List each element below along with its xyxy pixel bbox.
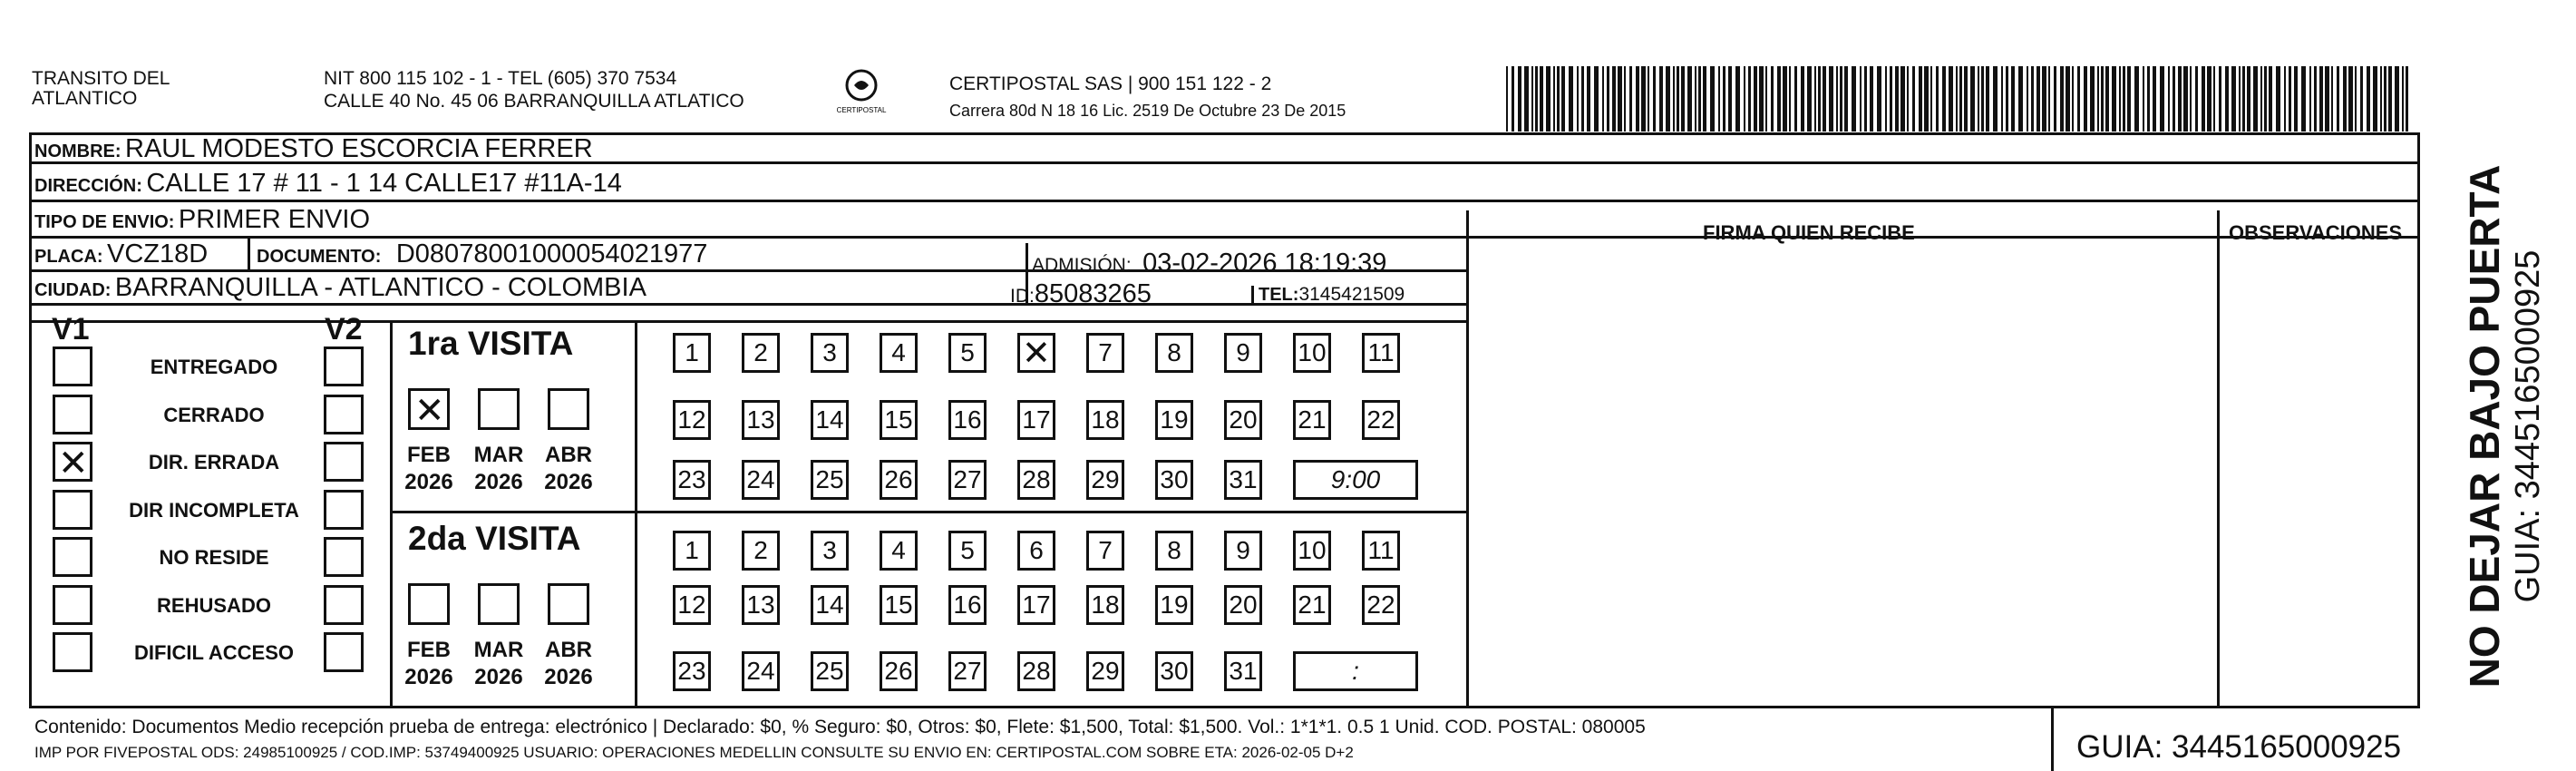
month-label: ABR xyxy=(545,443,592,467)
ciudad-label: CIUDAD: xyxy=(34,280,112,300)
visit-divider-line xyxy=(390,511,1469,513)
day-number: 29 xyxy=(1091,657,1120,685)
month-checkbox[interactable] xyxy=(408,583,450,625)
placa-value: VCZ18D xyxy=(107,239,209,268)
day-box[interactable] xyxy=(948,531,987,571)
time-box[interactable] xyxy=(1293,651,1418,691)
sender-line-1: TRANSITO DEL xyxy=(32,68,170,89)
v1-checkbox[interactable] xyxy=(53,346,92,386)
status-label: REHUSADO xyxy=(157,594,271,617)
day-box[interactable] xyxy=(1362,400,1400,440)
day-box[interactable] xyxy=(1155,651,1193,691)
day-box[interactable] xyxy=(1017,400,1055,440)
placa-field xyxy=(34,241,208,268)
id-value: 85083265 xyxy=(1034,279,1152,308)
tel-field xyxy=(1259,285,1405,304)
placa-divider xyxy=(248,236,250,269)
day-box[interactable] xyxy=(1017,333,1055,373)
no-dejar-bajo-puerta: NO DEJAR BAJO PUERTA xyxy=(2461,164,2508,688)
day-number: 4 xyxy=(891,536,906,564)
day-box[interactable] xyxy=(742,333,780,373)
day-box[interactable] xyxy=(1017,585,1055,625)
month-year: 2026 xyxy=(474,665,523,689)
day-number: 6 xyxy=(1029,536,1044,564)
day-number: 11 xyxy=(1367,338,1395,366)
day-box[interactable] xyxy=(948,585,987,625)
day-number: 19 xyxy=(1160,405,1189,434)
day-number: 23 xyxy=(677,465,706,493)
day-number: 21 xyxy=(1298,590,1327,619)
day-number: 26 xyxy=(884,657,913,685)
month-year: 2026 xyxy=(404,470,453,494)
day-number: 28 xyxy=(1022,657,1051,685)
sender-line-2: ATLANTICO xyxy=(32,88,138,109)
observaciones-label: OBSERVACIONES xyxy=(2229,221,2403,244)
nombre-field xyxy=(34,136,593,162)
day-number: 20 xyxy=(1229,405,1258,434)
day-number: 7 xyxy=(1098,338,1113,366)
tipo-envio-value: PRIMER ENVIO xyxy=(178,205,371,234)
direccion-value: CALLE 17 # 11 - 1 14 CALLE17 #11A-14 xyxy=(146,169,622,198)
documento-label: DOCUMENTO: xyxy=(257,247,382,267)
day-box[interactable] xyxy=(1086,333,1124,373)
tel-divider xyxy=(1251,286,1254,303)
direccion-field xyxy=(34,171,622,197)
day-number: 24 xyxy=(746,465,775,493)
day-box[interactable] xyxy=(1155,585,1193,625)
id-field xyxy=(1010,281,1152,307)
day-box[interactable] xyxy=(811,651,849,691)
firma-quien-recibe-label: FIRMA QUIEN RECIBE xyxy=(1703,221,1915,244)
footer-guia-divider xyxy=(2051,706,2054,771)
day-box[interactable] xyxy=(1155,400,1193,440)
visit1-title: 1ra VISITA xyxy=(408,325,574,362)
v2-checkbox[interactable] xyxy=(324,442,364,482)
month-label: FEB xyxy=(407,638,451,662)
row-line-3 xyxy=(29,236,1469,239)
day-box[interactable] xyxy=(948,400,987,440)
month-checkbox[interactable] xyxy=(478,583,520,625)
status-label: DIFICIL ACCESO xyxy=(133,641,294,664)
day-number: 30 xyxy=(1160,657,1189,685)
day-box[interactable] xyxy=(1017,460,1055,500)
row-line-2 xyxy=(29,200,2420,202)
day-number: 26 xyxy=(884,465,913,493)
day-number: 10 xyxy=(1298,338,1327,366)
documento-field xyxy=(257,241,707,268)
day-number: 11 xyxy=(1367,536,1395,564)
day-box[interactable] xyxy=(673,531,711,571)
day-box[interactable] xyxy=(811,531,849,571)
status-grid-divider xyxy=(390,320,393,706)
day-number: 5 xyxy=(960,338,975,366)
observations-area[interactable] xyxy=(2220,254,2417,706)
day-box[interactable] xyxy=(1362,531,1400,571)
day-number: 1 xyxy=(685,338,699,366)
day-box[interactable] xyxy=(1017,531,1055,571)
day-box[interactable] xyxy=(1224,333,1262,373)
day-box[interactable] xyxy=(1086,460,1124,500)
day-number: 14 xyxy=(815,405,844,434)
v1-label: V1 xyxy=(52,312,90,346)
day-box[interactable] xyxy=(1224,651,1262,691)
day-box[interactable] xyxy=(811,460,849,500)
day-number: 16 xyxy=(953,590,982,619)
time-value: : xyxy=(1352,657,1359,685)
day-number: 17 xyxy=(1022,405,1051,434)
day-number: 3 xyxy=(822,338,837,366)
day-box[interactable] xyxy=(673,400,711,440)
day-box[interactable] xyxy=(880,460,918,500)
day-number: 9 xyxy=(1236,536,1250,564)
day-number: 10 xyxy=(1298,536,1327,564)
day-number: 30 xyxy=(1160,465,1189,493)
month-year: 2026 xyxy=(404,665,453,689)
day-box[interactable] xyxy=(880,400,918,440)
day-box[interactable] xyxy=(1086,400,1124,440)
day-number: 25 xyxy=(815,465,844,493)
day-box[interactable] xyxy=(1086,585,1124,625)
day-number: 2 xyxy=(753,536,768,564)
time-value: 9:00 xyxy=(1330,465,1381,493)
frame-left xyxy=(29,132,32,708)
day-number: 17 xyxy=(1022,590,1051,619)
v2-checkbox[interactable] xyxy=(324,632,364,672)
check-x-icon: ✕ xyxy=(1022,333,1051,373)
v1-checkbox[interactable] xyxy=(53,395,92,434)
grid-top-line xyxy=(29,320,1469,323)
status-label: DIR INCOMPLETA xyxy=(129,499,299,522)
ciudad-value: BARRANQUILLA - ATLANTICO - COLOMBIA xyxy=(114,273,646,302)
check-x-icon: ✕ xyxy=(414,390,445,432)
day-number: 16 xyxy=(953,405,982,434)
day-box[interactable] xyxy=(1086,531,1124,571)
day-number: 5 xyxy=(960,536,975,564)
nombre-value: RAUL MODESTO ESCORCIA FERRER xyxy=(125,134,593,163)
day-number: 3 xyxy=(822,536,837,564)
v2-checkbox[interactable] xyxy=(324,395,364,434)
check-x-icon: ✕ xyxy=(58,443,89,484)
day-box[interactable] xyxy=(1224,460,1262,500)
v2-checkbox[interactable] xyxy=(324,585,364,625)
nombre-label: NOMBRE: xyxy=(34,142,122,161)
v2-checkbox[interactable] xyxy=(324,537,364,577)
carrier-line-1: CERTIPOSTAL SAS | 900 151 122 - 2 xyxy=(949,73,1272,94)
day-box[interactable] xyxy=(1362,333,1400,373)
day-box[interactable] xyxy=(880,651,918,691)
status-label: NO RESIDE xyxy=(159,546,269,569)
v1-checkbox[interactable] xyxy=(53,490,92,530)
day-box[interactable] xyxy=(880,531,918,571)
status-label: ENTREGADO xyxy=(150,356,278,378)
day-box[interactable] xyxy=(811,333,849,373)
day-box[interactable] xyxy=(742,651,780,691)
day-number: 21 xyxy=(1298,405,1327,434)
month-checkbox[interactable] xyxy=(478,388,520,430)
months-grid-divider xyxy=(635,320,637,706)
day-number: 4 xyxy=(891,338,906,366)
day-box[interactable] xyxy=(1293,585,1331,625)
day-number: 13 xyxy=(746,590,775,619)
day-number: 27 xyxy=(953,465,982,493)
id-label: ID: xyxy=(1010,286,1035,307)
ciudad-field xyxy=(34,275,646,301)
day-number: 23 xyxy=(677,657,706,685)
footer-top-line xyxy=(29,706,2420,708)
certipostal-logo xyxy=(825,65,898,120)
day-number: 18 xyxy=(1091,590,1120,619)
barcode xyxy=(1506,66,2413,132)
month-checkbox[interactable] xyxy=(548,583,589,625)
day-number: 14 xyxy=(815,590,844,619)
carrier-line-2: Carrera 80d N 18 16 Lic. 2519 De Octubre 23 De 2015 xyxy=(949,102,1346,120)
status-label: CERRADO xyxy=(163,404,265,426)
day-box[interactable] xyxy=(1224,585,1262,625)
day-box[interactable] xyxy=(673,460,711,500)
day-box[interactable] xyxy=(1224,400,1262,440)
tipo-envio-field xyxy=(34,207,370,233)
day-number: 1 xyxy=(685,536,699,564)
admision-label: ADMISIÓN: xyxy=(1032,255,1132,276)
day-number: 9 xyxy=(1236,338,1250,366)
day-box[interactable] xyxy=(811,400,849,440)
signature-area[interactable] xyxy=(1466,254,2218,706)
month-label: ABR xyxy=(545,638,592,662)
day-number: 22 xyxy=(1366,405,1395,434)
day-number: 12 xyxy=(677,405,706,434)
day-box[interactable] xyxy=(1017,651,1055,691)
day-box[interactable] xyxy=(1086,651,1124,691)
nit-line-2: CALLE 40 No. 45 06 BARRANQUILLA ATLATICO xyxy=(324,91,744,112)
day-number: 31 xyxy=(1229,657,1258,685)
month-label: FEB xyxy=(407,443,451,467)
frame-right xyxy=(2417,132,2420,708)
day-box[interactable] xyxy=(1224,531,1262,571)
day-number: 8 xyxy=(1167,536,1181,564)
day-box[interactable] xyxy=(742,400,780,440)
day-number: 31 xyxy=(1229,465,1258,493)
day-number: 24 xyxy=(746,657,775,685)
month-label: MAR xyxy=(473,443,524,467)
day-number: 29 xyxy=(1091,465,1120,493)
day-number: 7 xyxy=(1098,536,1113,564)
day-box[interactable] xyxy=(673,651,711,691)
day-number: 8 xyxy=(1167,338,1181,366)
row-line-5 xyxy=(29,303,1469,306)
day-box[interactable] xyxy=(742,585,780,625)
v1-checkbox[interactable] xyxy=(53,442,92,482)
day-number: 19 xyxy=(1160,590,1189,619)
day-box[interactable] xyxy=(1155,460,1193,500)
footer-imp: IMP POR FIVEPOSTAL ODS: 24985100925 / COD.IMP: 53749400925 USUARIO: OPERACIONES MEDELLIN CONSULTE SU ENVIO EN: CERTIPOSTAL.COM SOBRE ETA: 2026-02-05 D+2 xyxy=(34,744,1354,761)
day-number: 20 xyxy=(1229,590,1258,619)
v2-checkbox[interactable] xyxy=(324,490,364,530)
day-number: 15 xyxy=(884,590,913,619)
v1-checkbox[interactable] xyxy=(53,632,92,672)
day-box[interactable] xyxy=(1293,400,1331,440)
month-year: 2026 xyxy=(544,665,593,689)
day-box[interactable] xyxy=(811,585,849,625)
day-box[interactable] xyxy=(948,460,987,500)
time-box[interactable] xyxy=(1293,460,1418,500)
day-box[interactable] xyxy=(673,585,711,625)
day-number: 2 xyxy=(753,338,768,366)
status-label: DIR. ERRADA xyxy=(148,451,280,473)
day-number: 15 xyxy=(884,405,913,434)
logo-text: CERTIPOSTAL xyxy=(836,106,887,114)
v1-checkbox[interactable] xyxy=(53,585,92,625)
day-box[interactable] xyxy=(673,333,711,373)
day-number: 22 xyxy=(1366,590,1395,619)
v1-checkbox[interactable] xyxy=(53,537,92,577)
month-year: 2026 xyxy=(544,470,593,494)
tipo-envio-label: TIPO DE ENVIO: xyxy=(34,212,175,232)
v2-label: V2 xyxy=(325,312,363,346)
month-year: 2026 xyxy=(474,470,523,494)
day-box[interactable] xyxy=(1362,585,1400,625)
day-number: 18 xyxy=(1091,405,1120,434)
month-checkbox[interactable] xyxy=(408,388,450,430)
nit-line-1: NIT 800 115 102 - 1 - TEL (605) 370 7534 xyxy=(324,68,677,89)
day-box[interactable] xyxy=(1293,333,1331,373)
footer-guia: GUIA: 3445165000925 xyxy=(2076,729,2402,765)
day-number: 13 xyxy=(746,405,775,434)
tel-label: TEL: xyxy=(1259,285,1299,305)
direccion-label: DIRECCIÓN: xyxy=(34,176,142,196)
footer-contents: Contenido: Documentos Medio recepción prueba de entrega: electrónico | Declarado: $0, % Seguro: $0, Otros: $0, Flete: $1,500, Total: $1,500. Vol.: 1*1*1. 0.5 1 Unid. COD. POSTAL: 080005 xyxy=(34,717,1646,737)
day-box[interactable] xyxy=(880,333,918,373)
placa-label: PLACA: xyxy=(34,247,103,267)
day-number: 28 xyxy=(1022,465,1051,493)
day-box[interactable] xyxy=(948,651,987,691)
day-box[interactable] xyxy=(1155,333,1193,373)
documento-value: D08078001000054021977 xyxy=(395,239,708,268)
side-guia: GUIA: 3445165000925 xyxy=(2509,249,2547,603)
admision-value: 03-02-2026 18:19:39 xyxy=(1142,249,1387,278)
day-box[interactable] xyxy=(1293,531,1331,571)
v2-checkbox[interactable] xyxy=(324,346,364,386)
month-label: MAR xyxy=(473,638,524,662)
month-checkbox[interactable] xyxy=(548,388,589,430)
day-box[interactable] xyxy=(1155,531,1193,571)
admision-field xyxy=(1032,250,1386,277)
day-number: 12 xyxy=(677,590,706,619)
day-box[interactable] xyxy=(742,460,780,500)
day-number: 27 xyxy=(953,657,982,685)
day-box[interactable] xyxy=(880,585,918,625)
day-box[interactable] xyxy=(948,333,987,373)
day-box[interactable] xyxy=(742,531,780,571)
visit2-title: 2da VISITA xyxy=(408,520,581,557)
tel-value: 3145421509 xyxy=(1298,284,1405,305)
day-number: 25 xyxy=(815,657,844,685)
